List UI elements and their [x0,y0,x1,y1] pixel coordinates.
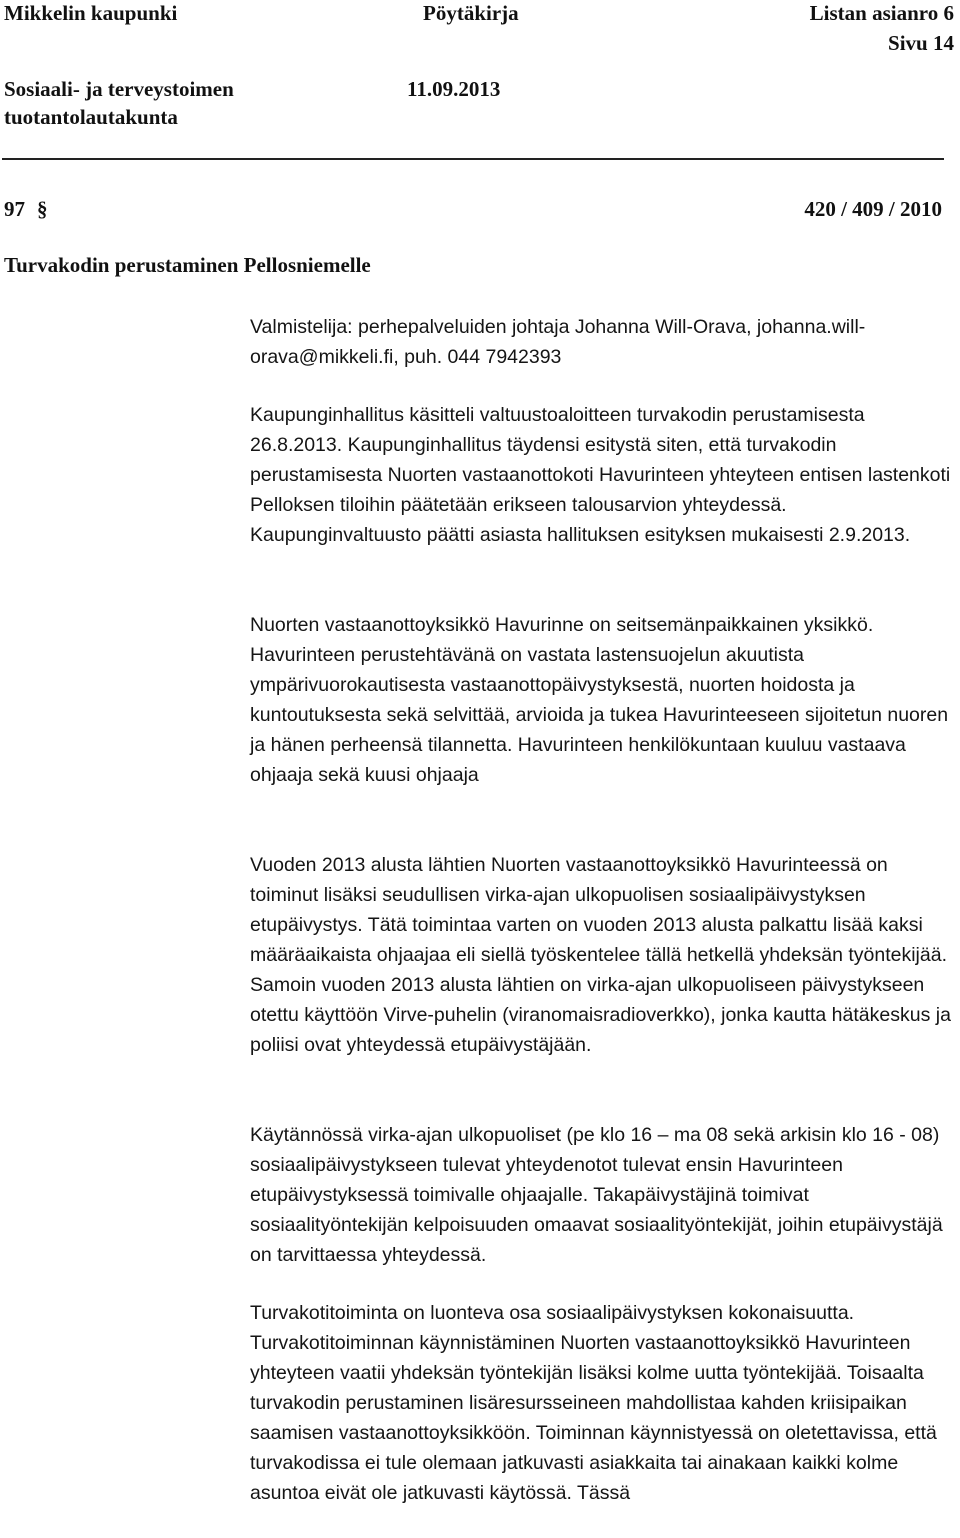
city-name: Mikkelin kaupunki [4,1,178,25]
section-number: 97 [4,197,25,221]
section-title: Turvakodin perustaminen Pellosniemelle [4,253,371,277]
header-divider [2,158,944,160]
paragraph-text: Kaupunginhallitus käsitteli valtuustoaloitteen turvakodin perustamisesta 26.8.2013. Kaupunginhallitus täydensi esitystä siten, että turvakodin perustamisesta Nuorten vastaanottokoti Havurinteen yhteyteen entisen lastenkoti Pelloksen tiloihin päätetään erikseen talousarvion yhteydessä. Kaupunginvaltuusto päätti asiasta hallituksen esityksen mukaisesti 2.9.2013. [250,404,951,546]
paragraph-text: Nuorten vastaanottoyksikkö Havurinne on seitsemänpaikkainen yksikkö. Havurinteen perustehtävänä on vastata lastensuojelun akuutista ympärivuorokautisesta vastaanottopäivystyksestä, nuorten hoidosta ja kuntoutuksesta sekä selvittää, arvioida ja tukea Havurinteeseen sijoitetun nuoren ja hänen perheensä tilannetta. Havurinteen henkilökuntaan kuuluu vastaava ohjaaja sekä kuusi ohjaaja [250,614,949,786]
page-number: Sivu 14 [888,31,954,55]
board-name-line1: Sosiaali- ja terveystoimen [4,77,234,101]
practice-paragraph [250,1120,958,1270]
list-item-number: Listan asianro 6 [809,1,954,25]
paragraph-text: Turvakotitoiminta on luonteva osa sosiaalipäivystyksen kokonaisuutta. Turvakotitoiminnan käynnistäminen Nuorten vastaanottoyksikkö Havurinteen yhteyteen vaatii yhdeksän työntekijän lisäksi kolme uutta työntekijää. Toisaalta turvakodin perustaminen lisäresursseineen mahdollistaa kahden kriisipaikan saamisen vastaanottoyksikköön. Toiminnan käynnistyessä on oletettavissa, että turvakodissa ei tule olemaan jatkuvasti asiakkaita tai ainakaan kaikki kolme asuntoa eivät ole jatkuvasti käytössä. Tässä [250,1302,937,1504]
paragraph-text: Vuoden 2013 alusta lähtien Nuorten vastaanottoyksikkö Havurinteessä on toiminut lisäksi seudullisen virka-ajan ulkopuolisen sosiaalipäivystyksen etupäivystys. Tätä toimintaa varten on vuoden 2013 alusta palkattu lisää kaksi määräaikaista ohjaajaa eli siellä työskentelee tällä hetkellä yhdeksän työntekijää. Samoin vuoden 2013 alusta lähtien on virka-ajan ulkopuoliseen päivystykseen otettu käyttöön Virve-puhelin (viranomaisradioverkko), jonka kautta hätäkeskus ja poliisi ovat yhteydessä etupäivystäjään. [250,854,951,1056]
board-name-line2: tuotantolautakunta [4,105,178,129]
section-mark-icon: § [37,197,48,221]
shelter-paragraph [250,1298,958,1508]
document-type: Pöytäkirja [423,1,519,25]
paragraph-text: Käytännössä virka-ajan ulkopuoliset (pe klo 16 – ma 08 sekä arkisin klo 16 - 08) sosiaalipäivystykseen tulevat yhteydenotot tulevat ensin Havurinteen etupäivystyksessä toimivalle ohjaajalle. Takapäivystäjinä toimivat sosiaalityöntekijän kelpoisuuden omaavat sosiaalityöntekijät, joihin etupäivystäjä on tarvittaessa yhteydessä. [250,1124,943,1266]
preparer-paragraph [250,312,958,372]
section-heading [4,196,48,222]
meeting-date: 11.09.2013 [407,77,501,101]
on-call-paragraph [250,850,958,1060]
paragraph-text: Valmistelija: perhepalveluiden johtaja Johanna Will-Orava, johanna.will-orava@mikkeli.fi, puh. 044 7942393 [250,316,866,368]
havurinne-paragraph [250,610,958,790]
diary-number: 420 / 409 / 2010 [804,197,942,221]
background-paragraph [250,400,958,550]
